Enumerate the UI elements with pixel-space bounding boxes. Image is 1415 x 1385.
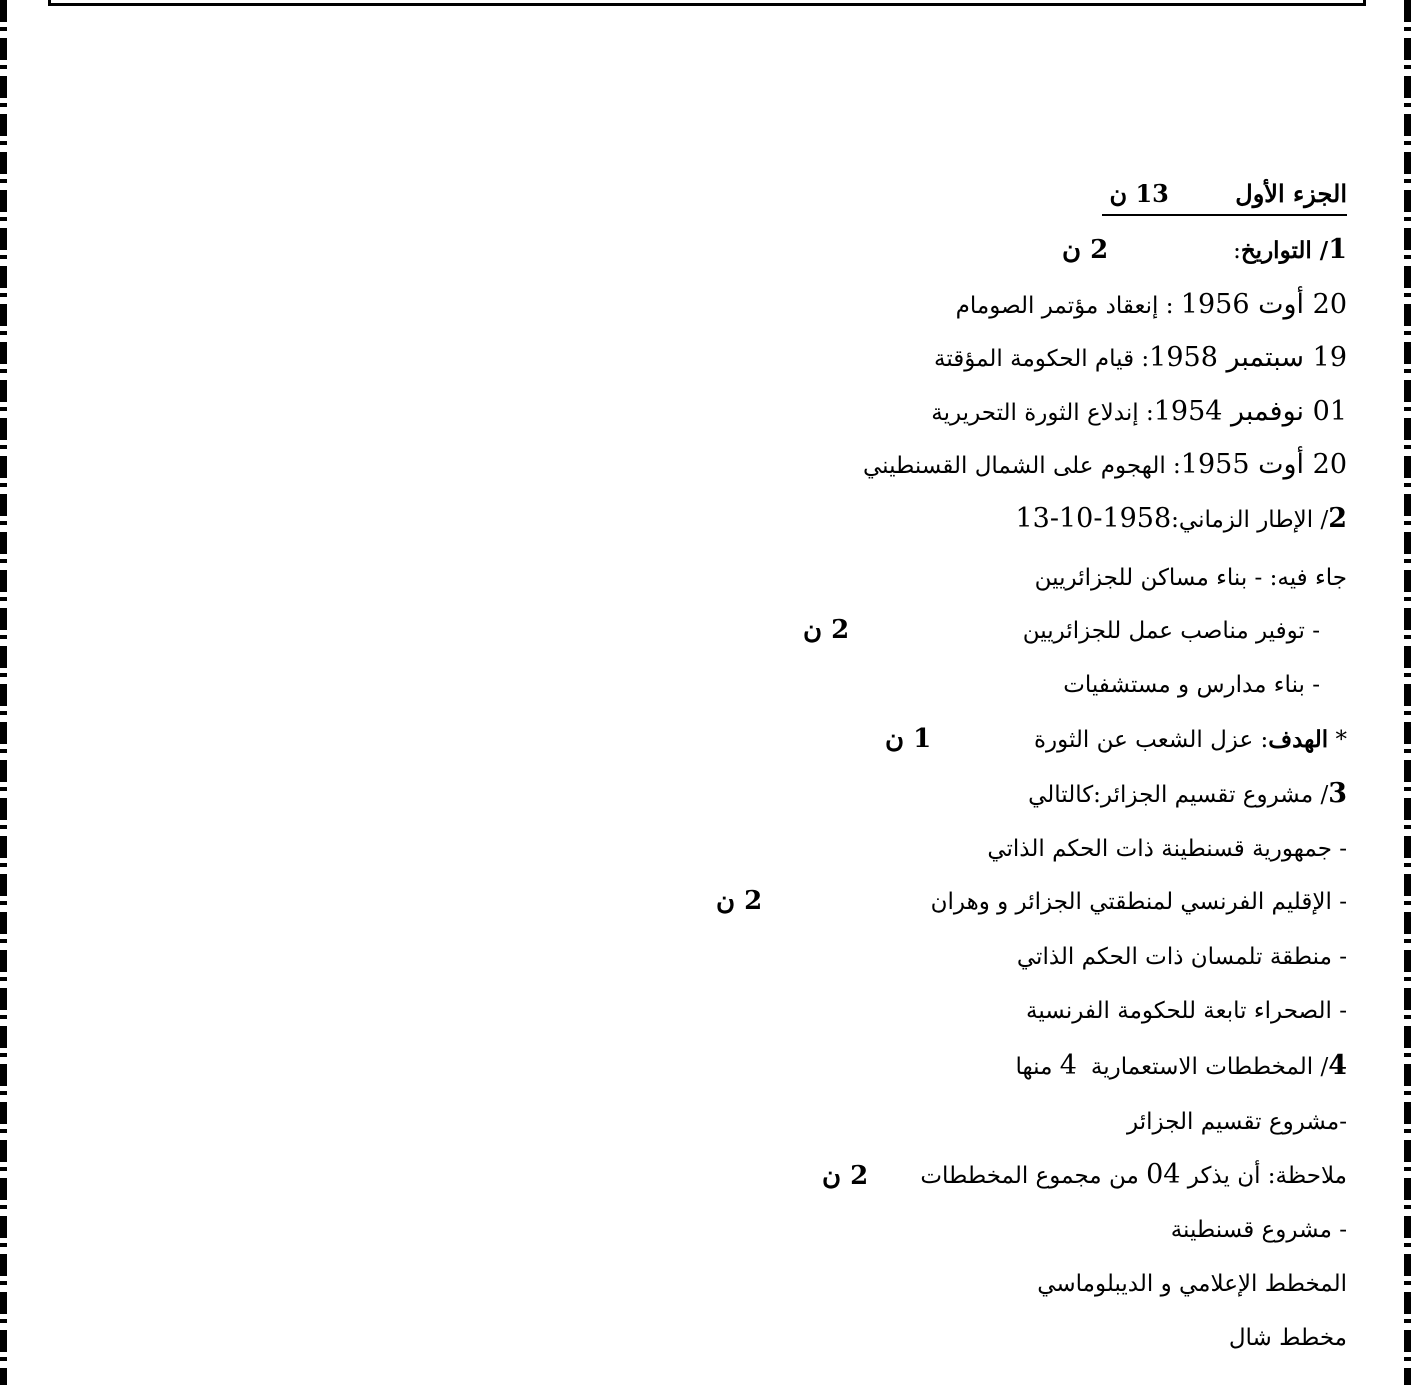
q3-item-2: - الإقليم الفرنسي لمنطقتي الجزائر و وهران bbox=[930, 889, 1347, 915]
q1-heading bbox=[1233, 234, 1347, 267]
q2-intro: جاء فيه: - بناء مساكن للجزائريين bbox=[1034, 565, 1347, 591]
goal-text: : عزل الشعب عن الثورة bbox=[1033, 727, 1269, 753]
part-one-heading bbox=[1102, 178, 1347, 216]
q2-item-3: - بناء مدارس و مستشفيات bbox=[1063, 672, 1320, 698]
q3-label: / مشروع تقسيم الجزائر:كالتالي bbox=[1028, 782, 1329, 808]
q2-label: / الإطار الزماني: bbox=[1171, 507, 1329, 533]
q4-item-2: - مشروع قسنطينة bbox=[1170, 1217, 1347, 1243]
q3-item-4: - الصحراء تابعة للحكومة الفرنسية bbox=[1026, 998, 1347, 1024]
q1-number: 1 bbox=[1328, 234, 1347, 265]
decorative-border-right bbox=[1404, 0, 1411, 1385]
q4-heading bbox=[1016, 1050, 1347, 1083]
q4-item-1: -مشروع تقسيم الجزائر bbox=[1127, 1109, 1347, 1135]
event-date: 20 أوت 1956 bbox=[1180, 289, 1347, 320]
q1-label: / التواريخ bbox=[1240, 237, 1329, 264]
event-text: : إندلاع الثورة التحريرية bbox=[931, 400, 1154, 426]
q2-heading bbox=[1015, 503, 1347, 536]
event-date: 20 أوت 1955 bbox=[1180, 449, 1347, 480]
note-prefix: ملاحظة: أن يذكر bbox=[1180, 1163, 1347, 1189]
q3-item-1: - جمهورية قسنطينة ذات الحكم الذاتي bbox=[987, 836, 1347, 862]
q4-item-4: مخطط شال bbox=[1228, 1325, 1347, 1351]
q1-points: 2 ن bbox=[1062, 235, 1109, 265]
header-box-frame bbox=[48, 0, 1366, 6]
q4-count: 4 bbox=[1059, 1050, 1077, 1081]
q2-item-points: 2 ن bbox=[803, 615, 850, 645]
note-number: 04 bbox=[1146, 1159, 1181, 1190]
event-date: 01 نوفمبر 1954 bbox=[1153, 396, 1347, 427]
q3-heading bbox=[1028, 778, 1347, 811]
event-text: : قيام الحكومة المؤقتة bbox=[933, 346, 1150, 372]
goal-star: * bbox=[1328, 727, 1347, 753]
q4-item-3: المخطط الإعلامي و الديبلوماسي bbox=[1037, 1271, 1347, 1297]
event-line-3 bbox=[931, 396, 1347, 429]
q4-number: 4 bbox=[1328, 1050, 1347, 1081]
event-text: : الهجوم على الشمال القسنطيني bbox=[862, 453, 1181, 479]
q2-goal bbox=[1034, 724, 1347, 756]
q2-number: 2 bbox=[1328, 503, 1347, 534]
q4-note bbox=[920, 1159, 1347, 1192]
q2-goal-points: 1 ن bbox=[885, 724, 932, 754]
q3-number: 3 bbox=[1328, 778, 1347, 809]
event-date: 19 سبتمبر 1958 bbox=[1149, 342, 1347, 373]
event-line-1 bbox=[956, 289, 1347, 322]
event-text: : إنعقاد مؤتمر الصومام bbox=[955, 293, 1181, 319]
decorative-border-left bbox=[0, 0, 7, 1385]
goal-label: الهدف bbox=[1268, 726, 1329, 753]
q2-date: 13-10-1958 bbox=[1015, 503, 1172, 534]
q4-label: / المخططات الاستعمارية bbox=[1090, 1054, 1329, 1080]
event-line-2 bbox=[934, 342, 1347, 375]
q2-item-2: - توفير مناصب عمل للجزائريين bbox=[1022, 618, 1320, 644]
part-points: 13 ن bbox=[1109, 179, 1169, 208]
q4-count-suffix: منها bbox=[1015, 1054, 1060, 1080]
q3-points: 2 ن bbox=[716, 886, 763, 916]
q4-note-points: 2 ن bbox=[822, 1161, 869, 1191]
note-suffix: من مجموع المخططات bbox=[920, 1163, 1147, 1189]
event-line-4 bbox=[863, 449, 1347, 482]
q3-item-3: - منطقة تلمسان ذات الحكم الذاتي bbox=[1016, 944, 1347, 970]
part-title: الجزء الأول bbox=[1235, 179, 1347, 208]
q1-colon: : bbox=[1233, 238, 1241, 264]
